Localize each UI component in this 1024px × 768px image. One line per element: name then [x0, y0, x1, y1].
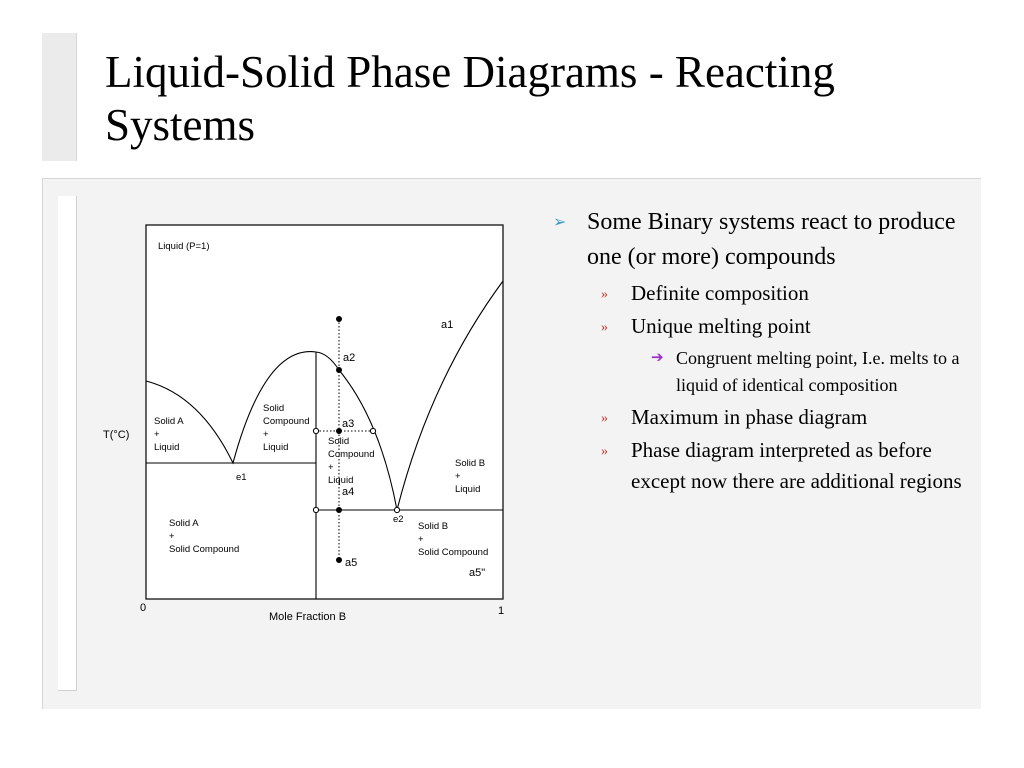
label-a4: a4 — [342, 486, 355, 498]
bullet-chevron-icon: » — [601, 411, 608, 426]
svg-text:Compound: Compound — [328, 449, 375, 460]
svg-text:Solid B: Solid B — [455, 458, 486, 469]
svg-text:+: + — [455, 471, 461, 482]
bullet-chevron-icon: » — [601, 444, 608, 459]
axis-y-label: T(°C) — [103, 429, 130, 441]
open-point-e2 — [394, 507, 399, 512]
bullet-level2 — [548, 435, 968, 497]
open-point-right-a3 — [370, 428, 375, 433]
diagram-frame — [146, 225, 503, 599]
point-a1 — [336, 316, 342, 322]
slide-title: Liquid-Solid Phase Diagrams - Reacting Systems — [105, 47, 835, 150]
label-e1: e1 — [236, 472, 247, 483]
bullet-text: Congruent melting point, I.e. melts to a liquid of identical composition — [676, 348, 960, 395]
label-a2: a2 — [343, 352, 356, 364]
bullet-arrow-right-icon: ➔ — [651, 350, 664, 366]
svg-text:Solid A: Solid A — [169, 518, 199, 529]
bullet-level3 — [548, 345, 968, 399]
bullet-text: Maximum in phase diagram — [631, 405, 868, 429]
label-a5: a5 — [345, 557, 358, 569]
open-point-left-a3 — [313, 428, 318, 433]
svg-text:Liquid: Liquid — [455, 484, 481, 495]
point-a2 — [336, 367, 342, 373]
bullet-text: Unique melting point — [631, 314, 811, 338]
svg-text:Solid A: Solid A — [154, 416, 184, 427]
axis-x-min: 0 — [140, 602, 147, 614]
point-a5 — [336, 557, 342, 563]
svg-text:Solid Compound: Solid Compound — [418, 547, 489, 558]
svg-text:Solid: Solid — [328, 436, 350, 447]
svg-text:Compound: Compound — [263, 416, 310, 427]
svg-text:+: + — [154, 429, 160, 440]
label-liquid: Liquid (P=1) — [158, 241, 210, 252]
bullet-text: Some Binary systems react to produce one (or more) compounds — [587, 209, 956, 270]
label-a1: a1 — [441, 319, 454, 331]
bullet-chevron-icon: » — [601, 320, 608, 335]
svg-text:Liquid: Liquid — [263, 442, 289, 453]
bullet-text: Definite composition — [631, 281, 809, 305]
svg-text:Solid: Solid — [263, 403, 285, 414]
bullet-list — [548, 205, 968, 497]
label-a5pp: a5" — [469, 567, 486, 579]
bullet-text: Phase diagram interpreted as before except now there are additional regions — [631, 438, 962, 493]
bullet-chevron-icon: » — [601, 287, 608, 302]
axis-x-label: Mole Fraction B — [269, 611, 347, 623]
svg-text:+: + — [418, 534, 424, 545]
svg-text:+: + — [328, 462, 334, 473]
bullet-level2 — [548, 311, 968, 342]
label-a3: a3 — [342, 418, 355, 430]
svg-text:Liquid: Liquid — [154, 442, 180, 453]
bullet-level2 — [548, 402, 968, 433]
svg-text:Solid Compound: Solid Compound — [169, 544, 240, 555]
bullet-level2 — [548, 278, 968, 309]
axis-x-max: 1 — [498, 605, 505, 617]
label-e2: e2 — [393, 514, 404, 525]
bullet-arrow-icon: ➢ — [553, 214, 567, 231]
svg-text:Liquid: Liquid — [328, 475, 354, 486]
svg-text:+: + — [169, 531, 175, 542]
open-point-left-a4 — [313, 507, 318, 512]
bullet-level1 — [548, 205, 968, 275]
svg-text:+: + — [263, 429, 269, 440]
svg-text:Solid B: Solid B — [418, 521, 449, 532]
point-a4 — [336, 507, 342, 513]
